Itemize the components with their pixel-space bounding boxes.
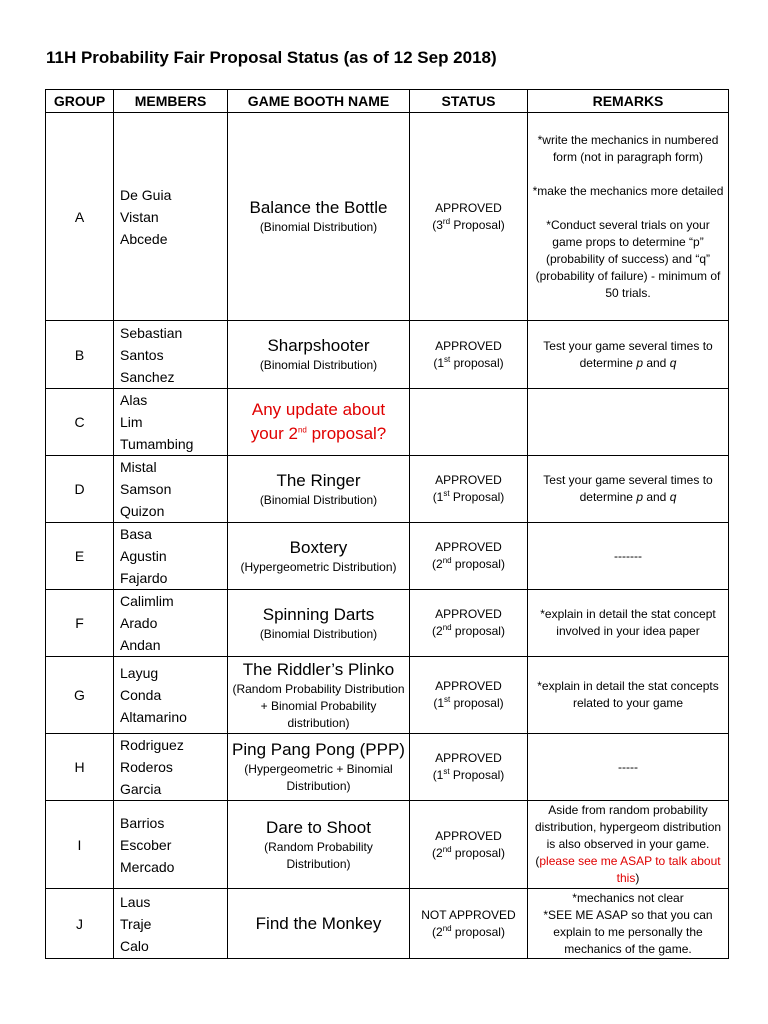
member-name: Fajardo — [120, 570, 168, 586]
booth-cell — [228, 657, 410, 734]
header-status: STATUS — [410, 90, 528, 113]
status-proposal: (1st Proposal) — [432, 767, 505, 782]
member-name: Altamarino — [120, 709, 187, 725]
booth-name: The Riddler’s Plinko — [242, 659, 395, 679]
member-name: Lim — [120, 414, 143, 430]
status-proposal: (1st Proposal) — [432, 489, 505, 504]
remarks-cell: *explain in detail the stat concepts related to your game — [528, 657, 729, 734]
status-cell — [410, 734, 528, 801]
status-cell — [410, 801, 528, 889]
booth-name: Balance the Bottle — [249, 198, 388, 217]
member-name: Rodriguez — [120, 737, 184, 753]
booth-cell — [228, 889, 410, 959]
booth-distribution: (Binomial Distribution) — [259, 492, 378, 507]
group-cell: J — [46, 889, 114, 959]
remarks-cell — [528, 389, 729, 456]
group-cell: G — [46, 657, 114, 734]
booth-name: Boxtery — [289, 537, 348, 557]
member-name: Sanchez — [120, 368, 175, 385]
members-cell — [114, 456, 228, 523]
member-name: Samson — [120, 481, 172, 497]
member-name: Mercado — [120, 858, 175, 875]
group-cell: C — [46, 389, 114, 456]
booth-distribution: (Binomial Distribution) — [259, 358, 378, 372]
booth-cell — [228, 389, 410, 456]
member-name: Santos — [120, 346, 164, 363]
header-members: MEMBERS — [114, 90, 228, 113]
booth-name: Ping Pang Pong (PPP) — [232, 740, 405, 759]
header-row — [46, 90, 729, 113]
member-name: Mistal — [120, 459, 157, 475]
members-cell — [114, 889, 228, 959]
status-label: APPROVED — [435, 338, 502, 353]
remarks-cell: Test your game several times to determine p and q — [528, 456, 729, 523]
members-cell — [114, 801, 228, 889]
status-label: APPROVED — [435, 607, 502, 621]
remarks-cell — [528, 889, 729, 959]
booth-name: Spinning Darts — [262, 604, 375, 624]
members-cell — [114, 523, 228, 590]
status-proposal: (1st proposal) — [433, 695, 504, 710]
group-cell: D — [46, 456, 114, 523]
table-row — [46, 657, 729, 734]
remark-text: *make the mechanics more detailed — [532, 183, 724, 198]
member-name: Calimlim — [120, 593, 174, 609]
status-cell — [410, 523, 528, 590]
booth-name: The Ringer — [276, 470, 361, 490]
table-row — [46, 734, 729, 801]
member-name: Layug — [120, 665, 159, 681]
table-row — [46, 590, 729, 657]
table-row — [46, 389, 729, 456]
status-label: APPROVED — [435, 200, 502, 215]
group-cell: F — [46, 590, 114, 657]
member-name: Agustin — [120, 548, 167, 564]
status-proposal: (1st proposal) — [433, 354, 504, 370]
update-request: your 2nd proposal? — [250, 424, 387, 443]
see-me-note: please see me ASAP to talk about this — [539, 854, 721, 885]
proposal-status-table — [45, 89, 729, 959]
member-name: Alas — [120, 392, 148, 408]
status-cell — [410, 590, 528, 657]
header-group: GROUP — [46, 90, 114, 113]
booth-distribution: (Binomial Distribution) — [259, 626, 378, 641]
status-cell — [410, 657, 528, 734]
members-cell — [114, 590, 228, 657]
member-name: Andan — [120, 637, 161, 653]
booth-name: Sharpshooter — [267, 336, 370, 355]
status-proposal: (2nd proposal) — [432, 844, 505, 860]
remarks-cell: Test your game several times to determine p and q — [528, 321, 729, 389]
members-cell — [114, 389, 228, 456]
booth-cell — [228, 113, 410, 321]
booth-cell — [228, 321, 410, 389]
members-cell — [114, 321, 228, 389]
page-title: 11H Probability Fair Proposal Status (as of 12 Sep 2018) — [46, 48, 497, 67]
member-name: Escober — [120, 836, 172, 853]
booth-distribution: (Random Probability Distribution + Binomial Probability distribution) — [232, 681, 405, 730]
status-proposal: (2nd proposal) — [432, 623, 505, 638]
member-name: Barrios — [120, 814, 165, 831]
remark-text: *Conduct several trials on your game props to determine “p” (probability of success) and “q” (probability of failure) - minimum of 50 trials. — [535, 217, 721, 300]
group-cell: E — [46, 523, 114, 590]
remark-text: *mechanics not clear — [572, 890, 684, 905]
booth-cell — [228, 801, 410, 889]
booth-name: Dare to Shoot — [266, 817, 371, 837]
remark-text: *write the mechanics in numbered form (not in paragraph form) — [537, 132, 719, 164]
group-cell: B — [46, 321, 114, 389]
group-cell: A — [46, 113, 114, 321]
booth-cell — [228, 734, 410, 801]
member-name: Quizon — [120, 503, 165, 519]
member-name: Abcede — [120, 230, 168, 247]
remarks-cell: *explain in detail the stat concept involved in your idea paper — [528, 590, 729, 657]
member-name: Roderos — [120, 759, 173, 775]
member-name: Conda — [120, 687, 162, 703]
member-name: Garcia — [120, 781, 162, 797]
remarks-cell — [528, 113, 729, 321]
status-cell — [410, 321, 528, 389]
member-name: Sebastian — [120, 324, 183, 341]
table-row — [46, 113, 729, 321]
header-remarks: REMARKS — [528, 90, 729, 113]
member-name: Vistan — [120, 208, 159, 225]
status-proposal: (2nd proposal) — [432, 923, 505, 939]
status-proposal: (2nd proposal) — [432, 556, 505, 571]
remark-text: *SEE ME ASAP so that you can explain to me personally the mechanics of the game. — [543, 907, 713, 956]
member-name: Laus — [120, 893, 151, 910]
group-cell: H — [46, 734, 114, 801]
booth-cell — [228, 523, 410, 590]
table-row — [46, 523, 729, 590]
booth-name: Find the Monkey — [255, 913, 382, 933]
remarks-cell: ------- — [528, 523, 729, 590]
table-row — [46, 889, 729, 959]
members-cell — [114, 734, 228, 801]
status-cell — [410, 889, 528, 959]
status-label: APPROVED — [435, 828, 502, 843]
group-cell: I — [46, 801, 114, 889]
status-cell — [410, 456, 528, 523]
member-name: Calo — [120, 937, 149, 954]
status-label: APPROVED — [435, 679, 502, 693]
table-row — [46, 321, 729, 389]
status-label: APPROVED — [435, 751, 502, 765]
update-request: Any update about — [251, 400, 386, 419]
member-name: Tumambing — [120, 436, 194, 452]
booth-distribution: (Binomial Distribution) — [259, 220, 378, 234]
status-cell — [410, 389, 528, 456]
booth-cell — [228, 590, 410, 657]
status-cell — [410, 113, 528, 321]
remarks-cell: ----- — [528, 734, 729, 801]
members-cell — [114, 657, 228, 734]
status-proposal: (3rd Proposal) — [432, 216, 505, 232]
status-label: APPROVED — [435, 540, 502, 554]
booth-distribution: (Hypergeometric Distribution) — [240, 559, 397, 574]
member-name: Basa — [120, 526, 152, 542]
booth-cell — [228, 456, 410, 523]
table-row — [46, 456, 729, 523]
booth-distribution: (Random Probability Distribution) — [264, 839, 373, 871]
status-label: APPROVED — [435, 473, 502, 487]
members-cell — [114, 113, 228, 321]
table-row — [46, 801, 729, 889]
member-name: De Guia — [120, 186, 172, 203]
header-booth: GAME BOOTH NAME — [228, 90, 410, 113]
remarks-cell: Aside from random probability distribution, hypergeom distribution is also observed in your game. (please see me ASAP to talk about this) — [528, 801, 729, 889]
member-name: Traje — [120, 915, 152, 932]
member-name: Arado — [120, 615, 158, 631]
booth-distribution: (Hypergeometric + Binomial Distribution) — [244, 762, 393, 793]
status-label: NOT APPROVED — [421, 907, 516, 922]
